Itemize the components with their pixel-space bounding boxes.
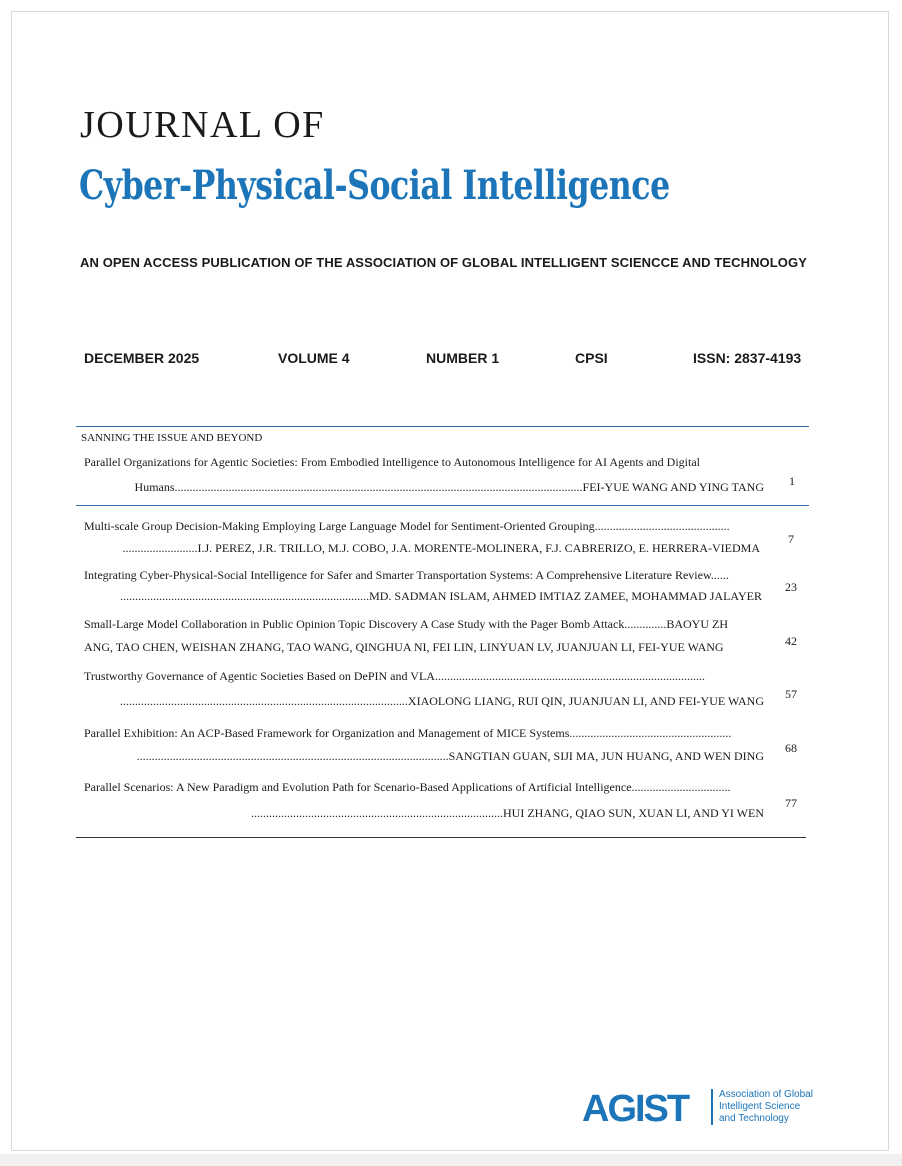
toc-entry-1-page: 1 (789, 474, 795, 488)
section-label: SANNING THE ISSUE AND BEYOND (81, 432, 263, 444)
agist-logo-text (719, 1089, 813, 1125)
journal-abbrev: CPSI (575, 350, 608, 366)
toc-entry-7-authors: ....................................................................................HUI ZHANG, QIAO SUN, XUAN LI, AND YI WEN (251, 806, 764, 820)
toc-bottom-rule (76, 837, 806, 838)
toc-entry-2-title[interactable]: Multi-scale Group Decision-Making Employing Large Language Model for Sentiment-Oriented Grouping............................................. (84, 519, 730, 533)
page-bottom-strip (0, 1154, 902, 1166)
toc-entry-3-page: 23 (785, 580, 797, 594)
toc-top-rule (76, 426, 809, 427)
toc-entry-7-title[interactable]: Parallel Scenarios: A New Paradigm and Evolution Path for Scenario-Based Applications of Artificial Intelligence................................. (84, 780, 731, 794)
toc-entry-5-authors: ................................................................................................XIAOLONG LIANG, RUI QIN, JUANJUAN LI, AND FEI-YUE WANG (119, 694, 764, 708)
issue-volume: VOLUME 4 (278, 350, 350, 366)
toc-entry-2-page: 7 (788, 532, 794, 546)
toc-entry-1-title[interactable]: Parallel Organizations for Agentic Societies: From Embodied Intelligence to Autonomous Intelligence for AI Agents and Digital (84, 455, 700, 469)
issue-date: DECEMBER 2025 (84, 350, 200, 366)
journal-title: Cyber-Physical-Social Intelligence (79, 162, 670, 209)
toc-entry-6-title[interactable]: Parallel Exhibition: An ACP-Based Framework for Organization and Management of MICE Systems...................................................... (84, 726, 732, 740)
toc-entry-3-title[interactable]: Integrating Cyber-Physical-Social Intelligence for Safer and Smarter Transportation Systems: A Comprehensive Literature Review...... (84, 568, 729, 582)
toc-entry-6-page: 68 (785, 741, 797, 755)
publisher-line: AN OPEN ACCESS PUBLICATION OF THE ASSOCIATION OF GLOBAL INTELLIGENT SCIENCCE AND TECHNOLOGY (80, 255, 808, 270)
toc-entry-4-page: 42 (785, 634, 797, 648)
toc-entry-5-title[interactable]: Trustworthy Governance of Agentic Societies Based on DePIN and VLA.......................................................................................... (84, 669, 705, 683)
journal-of-heading: JOURNAL OF (80, 104, 325, 146)
toc-entry-2-authors: .........................I.J. PEREZ, J.R. TRILLO, M.J. COBO, J.A. MORENTE-MOLINERA, F.J. CABRERIZO, E. HERRERA-VIEDMA (122, 541, 760, 555)
toc-entry-7-page: 77 (785, 796, 797, 810)
toc-entry-3-authors: ...................................................................................MD. SADMAN ISLAM, AHMED IMTIAZ ZAMEE, MOHAMMAD JALAYER (120, 589, 762, 603)
logo-text-line-2: Intelligent Science (719, 1101, 801, 1112)
toc-divider (76, 505, 809, 506)
issue-number: NUMBER 1 (426, 350, 500, 366)
toc-entry-6-authors: ........................................................................................................SANGTIAN GUAN, SIJI MA, JUN HUANG, AND WEN DING (136, 749, 764, 763)
toc-entry-1-authors: Humans........................................................................................................................................FEI-YUE WANG AND YING TANG (134, 480, 764, 494)
toc-entry-5-page: 57 (785, 687, 797, 701)
logo-text-line-1: Association of Global (719, 1089, 813, 1100)
agist-logo-mark: AGIST (582, 1088, 689, 1127)
logo-divider (711, 1089, 713, 1125)
issn: ISSN: 2837-4193 (693, 350, 802, 366)
toc-entry-4-authors: ANG, TAO CHEN, WEISHAN ZHANG, TAO WANG, QINGHUA NI, FEI LIN, LINYUAN LV, JUANJUAN LI, FEI-YUE WANG (84, 640, 724, 654)
toc-entry-4-title[interactable]: Small-Large Model Collaboration in Public Opinion Topic Discovery A Case Study with the Pager Bomb Attack..............BAOYU ZH (84, 617, 728, 631)
logo-text-line-3: and Technology (719, 1113, 789, 1124)
